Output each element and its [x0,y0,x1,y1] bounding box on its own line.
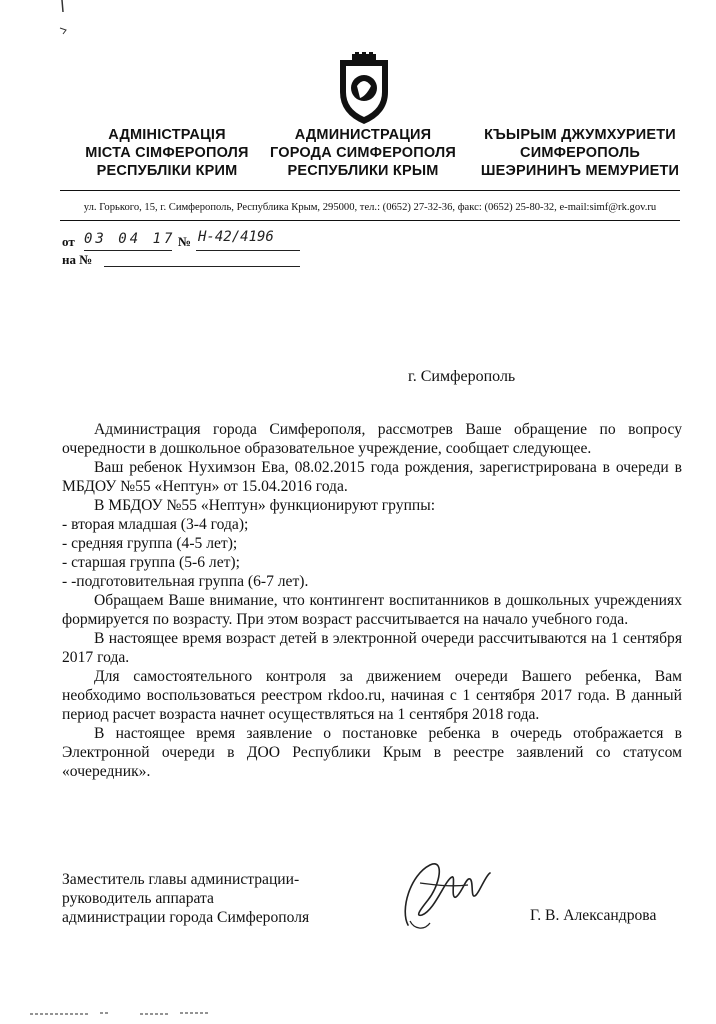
position-line: администрации города Симферополя [62,909,310,926]
list-item: - вторая младшая (3-4 года); [62,516,249,533]
header-line: ШЕЭРИНИНЪ МЕМУРИЕТИ [480,163,680,179]
date-underline [84,250,172,251]
header-line: АДМІНІСТРАЦІЯ [108,127,226,143]
city-line: г. Симферополь [408,368,516,385]
header-line: РЕСПУБЛИКИ КРЫМ [287,163,439,179]
paragraph: Для самостоятельного контроля за движением очереди Вашего ребенка, Вам необходимо воспользоваться реестром rkdoo.ru, начиная с 1 сентября 2017 года. В данный период расчет возраста начнет осуществляться на 1 сентября 2018 года. [62,668,682,723]
header-line: КЪЫРЫМ ДЖУМХУРИЕТИ [484,127,676,143]
header-divider [60,190,680,191]
header-crimean-tatar [475,126,685,180]
from-label: от [62,234,75,249]
paragraph: В настоящее время возраст детей в электронной очереди рассчитываются на 1 сентября 2017 года. [62,630,682,666]
handwritten-signature [390,855,500,935]
paragraph: В настоящее время заявление о постановке ребенка в очередь отображается в Электронной очереди в ДОО Республики Крым в реестре заявлений со статусом «очередник». [62,725,682,780]
scan-mark-icon [58,0,70,36]
list-item: - средняя группа (4-5 лет); [62,535,238,552]
paragraph: В МБДОУ №55 «Нептун» функционируют группы: [94,497,436,514]
header-line: СИМФЕРОПОЛЬ [520,145,640,161]
number-label: № [178,234,192,249]
signatory-name: Г. В. Александрова [530,907,657,924]
list-item: - старшая группа (5-6 лет); [62,554,240,571]
header-line: МІСТА СІМФЕРОПОЛЯ [85,145,249,161]
position-line: Заместитель главы администрации- [62,871,300,888]
list-item: - -подготовительная группа (6-7 лет). [62,573,309,590]
paragraph: Ваш ребенок Нухимзон Ева, 08.02.2015 года рождения, зарегистрирована в очереди в МБДОУ №55 «Нептун» от 15.04.2016 года. [62,459,682,495]
reply-label: на № [62,252,93,267]
coat-of-arms-icon [330,52,398,126]
header-line: ГОРОДА СИМФЕРОПОЛЯ [269,145,457,161]
address-line: ул. Горького, 15, г. Симферополь, Республика Крым, 295000, тел.: (0652) 27-32-36, факс: (0652) 25-80-32, e-mail:simf@rk.gov.ru [83,202,657,213]
registration-date: 03 04 17 [84,231,176,247]
header-russian [258,126,468,180]
position-line: руководитель аппарата [62,890,214,907]
registration-number: Н-42/4196 [198,229,274,245]
paragraph: Обращаем Ваше внимание, что контингент воспитанников в дошкольных учреждениях формируется по возрасту. При этом возраст рассчитывается на начало учебного года. [62,592,682,628]
header-ukrainian [62,126,272,180]
scan-edge-marks-icon [30,1008,230,1018]
address-divider [60,220,680,221]
paragraph: Администрация города Симферополя, рассмотрев Ваше обращение по вопросу очередности в дошкольное образовательное учреждение, сообщает следующее. [62,421,682,457]
letter-body [62,420,682,781]
header-line: РЕСПУБЛІКИ КРИМ [96,163,238,179]
number-underline [196,250,300,251]
header-line: АДМИНИСТРАЦИЯ [294,127,432,143]
reply-underline [104,266,300,267]
signatory-position [62,870,309,927]
